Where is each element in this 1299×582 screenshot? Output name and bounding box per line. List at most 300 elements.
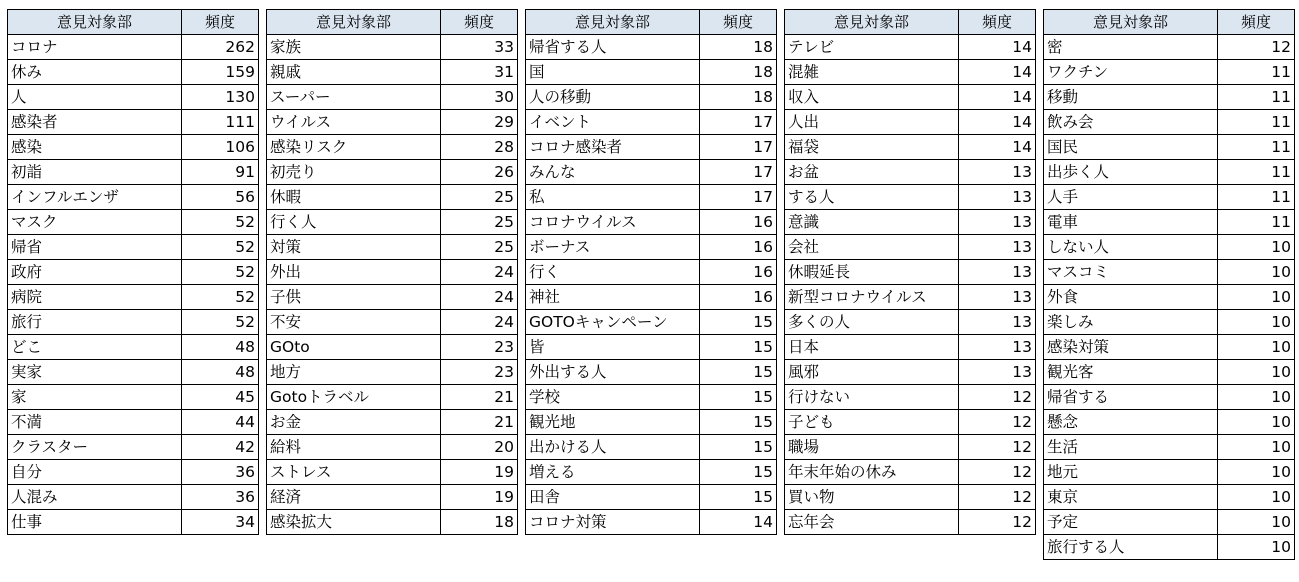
table-row: [8, 360, 259, 385]
table-row: [526, 110, 777, 135]
term-cell: 会社: [785, 235, 959, 260]
term-cell: 休暇: [267, 185, 441, 210]
frequency-cell: 159: [182, 60, 259, 85]
frequency-cell: 11: [1218, 60, 1295, 85]
term-cell: お金: [267, 410, 441, 435]
header-row: [785, 10, 1036, 35]
term-cell: 皆: [526, 335, 700, 360]
term-cell: コロナ感染者: [526, 135, 700, 160]
table-row: [526, 360, 777, 385]
term-cell: 多くの人: [785, 310, 959, 335]
table-row: [785, 285, 1036, 310]
frequency-cell: 262: [182, 35, 259, 60]
table-row: [8, 510, 259, 535]
table-row: [8, 60, 259, 85]
table-row: [267, 185, 518, 210]
column-header-term: 意見対象部: [785, 10, 959, 35]
table-row: [267, 210, 518, 235]
term-cell: 初売り: [267, 160, 441, 185]
table-row: [526, 260, 777, 285]
frequency-cell: 30: [441, 85, 518, 110]
frequency-cell: 17: [700, 185, 777, 210]
table-row: [526, 510, 777, 535]
term-cell: 人: [8, 85, 182, 110]
term-cell: 感染対策: [1044, 335, 1218, 360]
frequency-cell: 14: [959, 60, 1036, 85]
frequency-cell: 15: [700, 485, 777, 510]
frequency-cell: 10: [1218, 285, 1295, 310]
frequency-cell: 17: [700, 110, 777, 135]
column-header-frequency: 頻度: [700, 10, 777, 35]
frequency-cell: 12: [959, 435, 1036, 460]
term-cell: Gotoトラベル: [267, 385, 441, 410]
table-row: [267, 460, 518, 485]
term-cell: ウイルス: [267, 110, 441, 135]
column-header-term: 意見対象部: [526, 10, 700, 35]
frequency-cell: 24: [441, 310, 518, 335]
frequency-cell: 10: [1218, 410, 1295, 435]
frequency-cell: 23: [441, 335, 518, 360]
table-row: [1044, 385, 1295, 410]
term-cell: 人の移動: [526, 85, 700, 110]
term-cell: コロナ: [8, 35, 182, 60]
column-header-frequency: 頻度: [1218, 10, 1295, 35]
table-row: [785, 135, 1036, 160]
term-cell: どこ: [8, 335, 182, 360]
table-row: [267, 410, 518, 435]
term-cell: 収入: [785, 85, 959, 110]
frequency-cell: 10: [1218, 460, 1295, 485]
table-row: [785, 485, 1036, 510]
term-cell: 私: [526, 185, 700, 210]
term-cell: 初詣: [8, 160, 182, 185]
term-cell: 感染拡大: [267, 510, 441, 535]
frequency-cell: 10: [1218, 310, 1295, 335]
table-row: [526, 135, 777, 160]
term-cell: 子ども: [785, 410, 959, 435]
table-row: [785, 260, 1036, 285]
frequency-cell: 34: [182, 510, 259, 535]
frequency-cell: 15: [700, 410, 777, 435]
term-cell: する人: [785, 185, 959, 210]
table-row: [267, 60, 518, 85]
term-cell: ストレス: [267, 460, 441, 485]
term-cell: 行く人: [267, 210, 441, 235]
column-header-term: 意見対象部: [1044, 10, 1218, 35]
term-cell: 密: [1044, 35, 1218, 60]
table-row: [1044, 360, 1295, 385]
column-header-frequency: 頻度: [441, 10, 518, 35]
frequency-cell: 19: [441, 485, 518, 510]
frequency-cell: 111: [182, 110, 259, 135]
frequency-cell: 10: [1218, 535, 1295, 560]
term-cell: インフルエンザ: [8, 185, 182, 210]
term-cell: 不安: [267, 310, 441, 335]
frequency-cell: 25: [441, 235, 518, 260]
term-cell: ボーナス: [526, 235, 700, 260]
frequency-cell: 33: [441, 35, 518, 60]
table-row: [267, 510, 518, 535]
table-row: [8, 35, 259, 60]
term-cell: 混雑: [785, 60, 959, 85]
term-cell: 病院: [8, 285, 182, 310]
frequency-cell: 10: [1218, 385, 1295, 410]
table-row: [1044, 110, 1295, 135]
frequency-cell: 12: [959, 510, 1036, 535]
term-cell: 移動: [1044, 85, 1218, 110]
frequency-cell: 14: [959, 85, 1036, 110]
frequency-cell: 91: [182, 160, 259, 185]
frequency-cell: 13: [959, 360, 1036, 385]
column-header-frequency: 頻度: [182, 10, 259, 35]
term-cell: 帰省する人: [526, 35, 700, 60]
term-cell: お盆: [785, 160, 959, 185]
frequency-cell: 16: [700, 285, 777, 310]
table-row: [526, 160, 777, 185]
term-cell: 東京: [1044, 485, 1218, 510]
table-row: [526, 410, 777, 435]
table-row: [526, 335, 777, 360]
frequency-cell: 19: [441, 460, 518, 485]
term-cell: 国民: [1044, 135, 1218, 160]
column-header-frequency: 頻度: [959, 10, 1036, 35]
table-row: [1044, 335, 1295, 360]
frequency-cell: 15: [700, 435, 777, 460]
term-cell: 休み: [8, 60, 182, 85]
table-row: [267, 435, 518, 460]
table-row: [267, 310, 518, 335]
frequency-table-1: [7, 9, 259, 535]
frequency-table-2: [266, 9, 518, 535]
term-cell: 職場: [785, 435, 959, 460]
frequency-cell: 14: [959, 135, 1036, 160]
term-cell: 実家: [8, 360, 182, 385]
table-row: [1044, 235, 1295, 260]
table-row: [785, 435, 1036, 460]
table-row: [267, 235, 518, 260]
frequency-cell: 10: [1218, 360, 1295, 385]
table-row: [785, 85, 1036, 110]
table-row: [267, 335, 518, 360]
term-cell: 自分: [8, 460, 182, 485]
term-cell: ワクチン: [1044, 60, 1218, 85]
frequency-cell: 44: [182, 410, 259, 435]
frequency-cell: 25: [441, 185, 518, 210]
frequency-cell: 36: [182, 460, 259, 485]
term-cell: 出歩く人: [1044, 160, 1218, 185]
term-cell: GOto: [267, 335, 441, 360]
term-cell: 福袋: [785, 135, 959, 160]
table-row: [267, 160, 518, 185]
frequency-cell: 48: [182, 335, 259, 360]
frequency-cell: 21: [441, 410, 518, 435]
frequency-cell: 11: [1218, 110, 1295, 135]
table-row: [785, 185, 1036, 210]
table-row: [1044, 260, 1295, 285]
header-row: [526, 10, 777, 35]
table-row: [1044, 85, 1295, 110]
table-row: [1044, 185, 1295, 210]
frequency-cell: 15: [700, 460, 777, 485]
term-cell: イベント: [526, 110, 700, 135]
table-row: [8, 85, 259, 110]
term-cell: 旅行: [8, 310, 182, 335]
table-row: [785, 210, 1036, 235]
frequency-cell: 13: [959, 235, 1036, 260]
frequency-cell: 15: [700, 310, 777, 335]
frequency-cell: 10: [1218, 485, 1295, 510]
table-row: [1044, 435, 1295, 460]
term-cell: 旅行する人: [1044, 535, 1218, 560]
term-cell: 日本: [785, 335, 959, 360]
frequency-cell: 12: [959, 460, 1036, 485]
table-row: [8, 160, 259, 185]
frequency-cell: 42: [182, 435, 259, 460]
table-row: [8, 260, 259, 285]
term-cell: 感染: [8, 135, 182, 160]
frequency-cell: 20: [441, 435, 518, 460]
table-row: [267, 260, 518, 285]
table-row: [785, 35, 1036, 60]
table-row: [1044, 535, 1295, 560]
term-cell: スーパー: [267, 85, 441, 110]
term-cell: 忘年会: [785, 510, 959, 535]
table-row: [8, 110, 259, 135]
table-row: [267, 85, 518, 110]
table-row: [785, 360, 1036, 385]
table-row: [8, 410, 259, 435]
term-cell: 休暇延長: [785, 260, 959, 285]
table-row: [526, 185, 777, 210]
term-cell: テレビ: [785, 35, 959, 60]
table-row: [8, 385, 259, 410]
table-row: [267, 360, 518, 385]
term-cell: 帰省: [8, 235, 182, 260]
frequency-cell: 17: [700, 135, 777, 160]
term-cell: 感染リスク: [267, 135, 441, 160]
term-cell: 買い物: [785, 485, 959, 510]
table-row: [1044, 510, 1295, 535]
table-row: [8, 335, 259, 360]
frequency-cell: 56: [182, 185, 259, 210]
table-row: [267, 285, 518, 310]
table-row: [526, 310, 777, 335]
table-row: [785, 410, 1036, 435]
table-row: [1044, 60, 1295, 85]
table-row: [8, 235, 259, 260]
table-row: [526, 460, 777, 485]
header-row: [267, 10, 518, 35]
frequency-cell: 11: [1218, 185, 1295, 210]
frequency-cell: 10: [1218, 235, 1295, 260]
term-cell: GOTOキャンペーン: [526, 310, 700, 335]
frequency-cell: 36: [182, 485, 259, 510]
frequency-table-3: [525, 9, 777, 535]
frequency-cell: 13: [959, 260, 1036, 285]
term-cell: 風邪: [785, 360, 959, 385]
table-row: [1044, 310, 1295, 335]
term-cell: 出かける人: [526, 435, 700, 460]
table-row: [1044, 35, 1295, 60]
frequency-cell: 28: [441, 135, 518, 160]
frequency-cell: 12: [959, 485, 1036, 510]
frequency-table-5: [1043, 9, 1295, 560]
frequency-cell: 10: [1218, 260, 1295, 285]
frequency-cell: 52: [182, 210, 259, 235]
table-row: [267, 135, 518, 160]
term-cell: コロナ対策: [526, 510, 700, 535]
frequency-cell: 52: [182, 285, 259, 310]
term-cell: 仕事: [8, 510, 182, 535]
term-cell: 生活: [1044, 435, 1218, 460]
table-row: [267, 110, 518, 135]
frequency-cell: 45: [182, 385, 259, 410]
header-row: [1044, 10, 1295, 35]
frequency-cell: 106: [182, 135, 259, 160]
table-row: [785, 235, 1036, 260]
frequency-cell: 26: [441, 160, 518, 185]
frequency-cell: 12: [959, 385, 1036, 410]
table-row: [785, 310, 1036, 335]
frequency-cell: 17: [700, 160, 777, 185]
frequency-cell: 25: [441, 210, 518, 235]
column-header-term: 意見対象部: [267, 10, 441, 35]
term-cell: 行く: [526, 260, 700, 285]
table-row: [1044, 285, 1295, 310]
table-row: [267, 485, 518, 510]
table-row: [8, 485, 259, 510]
table-row: [526, 35, 777, 60]
table-row: [785, 460, 1036, 485]
frequency-cell: 16: [700, 210, 777, 235]
term-cell: 増える: [526, 460, 700, 485]
term-cell: 家: [8, 385, 182, 410]
table-row: [1044, 460, 1295, 485]
table-row: [8, 310, 259, 335]
frequency-cell: 14: [700, 510, 777, 535]
frequency-cell: 18: [700, 60, 777, 85]
term-cell: 年末年始の休み: [785, 460, 959, 485]
term-cell: 給料: [267, 435, 441, 460]
term-cell: 感染者: [8, 110, 182, 135]
term-cell: 予定: [1044, 510, 1218, 535]
term-cell: 子供: [267, 285, 441, 310]
table-row: [526, 385, 777, 410]
term-cell: 観光地: [526, 410, 700, 435]
frequency-cell: 15: [700, 385, 777, 410]
frequency-cell: 130: [182, 85, 259, 110]
term-cell: みんな: [526, 160, 700, 185]
frequency-cell: 16: [700, 260, 777, 285]
table-row: [267, 35, 518, 60]
frequency-cell: 15: [700, 335, 777, 360]
table-row: [785, 335, 1036, 360]
frequency-cell: 23: [441, 360, 518, 385]
term-cell: 電車: [1044, 210, 1218, 235]
term-cell: 不満: [8, 410, 182, 435]
frequency-cell: 11: [1218, 135, 1295, 160]
frequency-cell: 18: [441, 510, 518, 535]
frequency-cell: 13: [959, 335, 1036, 360]
frequency-cell: 52: [182, 260, 259, 285]
term-cell: マスコミ: [1044, 260, 1218, 285]
frequency-cell: 31: [441, 60, 518, 85]
term-cell: 経済: [267, 485, 441, 510]
table-row: [526, 210, 777, 235]
term-cell: 観光客: [1044, 360, 1218, 385]
frequency-cell: 10: [1218, 435, 1295, 460]
frequency-cell: 14: [959, 110, 1036, 135]
frequency-cell: 48: [182, 360, 259, 385]
table-row: [526, 235, 777, 260]
frequency-cell: 24: [441, 260, 518, 285]
frequency-cell: 13: [959, 160, 1036, 185]
term-cell: 政府: [8, 260, 182, 285]
table-row: [1044, 135, 1295, 160]
term-cell: 外食: [1044, 285, 1218, 310]
table-row: [8, 185, 259, 210]
term-cell: 人混み: [8, 485, 182, 510]
table-row: [526, 285, 777, 310]
table-row: [8, 435, 259, 460]
table-row: [8, 135, 259, 160]
term-cell: しない人: [1044, 235, 1218, 260]
frequency-cell: 10: [1218, 510, 1295, 535]
term-cell: 家族: [267, 35, 441, 60]
frequency-cell: 12: [959, 410, 1036, 435]
frequency-cell: 13: [959, 185, 1036, 210]
term-cell: 新型コロナウイルス: [785, 285, 959, 310]
table-row: [526, 485, 777, 510]
frequency-cell: 12: [1218, 35, 1295, 60]
table-row: [526, 435, 777, 460]
table-row: [8, 460, 259, 485]
term-cell: 田舎: [526, 485, 700, 510]
frequency-cell: 52: [182, 310, 259, 335]
table-row: [1044, 485, 1295, 510]
term-cell: コロナウイルス: [526, 210, 700, 235]
frequency-cell: 16: [700, 235, 777, 260]
term-cell: 人手: [1044, 185, 1218, 210]
term-cell: 懸念: [1044, 410, 1218, 435]
table-row: [785, 510, 1036, 535]
term-cell: 国: [526, 60, 700, 85]
frequency-cell: 52: [182, 235, 259, 260]
term-cell: 地方: [267, 360, 441, 385]
header-row: [8, 10, 259, 35]
frequency-cell: 21: [441, 385, 518, 410]
term-cell: 学校: [526, 385, 700, 410]
term-cell: 外出: [267, 260, 441, 285]
term-cell: 外出する人: [526, 360, 700, 385]
term-cell: 親戚: [267, 60, 441, 85]
frequency-cell: 13: [959, 285, 1036, 310]
table-row: [1044, 210, 1295, 235]
frequency-cell: 13: [959, 310, 1036, 335]
frequency-cell: 11: [1218, 210, 1295, 235]
term-cell: 意識: [785, 210, 959, 235]
frequency-cell: 18: [700, 35, 777, 60]
table-row: [1044, 410, 1295, 435]
frequency-table-4: [784, 9, 1036, 535]
table-row: [526, 85, 777, 110]
term-cell: マスク: [8, 210, 182, 235]
term-cell: クラスター: [8, 435, 182, 460]
column-header-term: 意見対象部: [8, 10, 182, 35]
term-cell: 人出: [785, 110, 959, 135]
table-row: [785, 160, 1036, 185]
term-cell: 楽しみ: [1044, 310, 1218, 335]
